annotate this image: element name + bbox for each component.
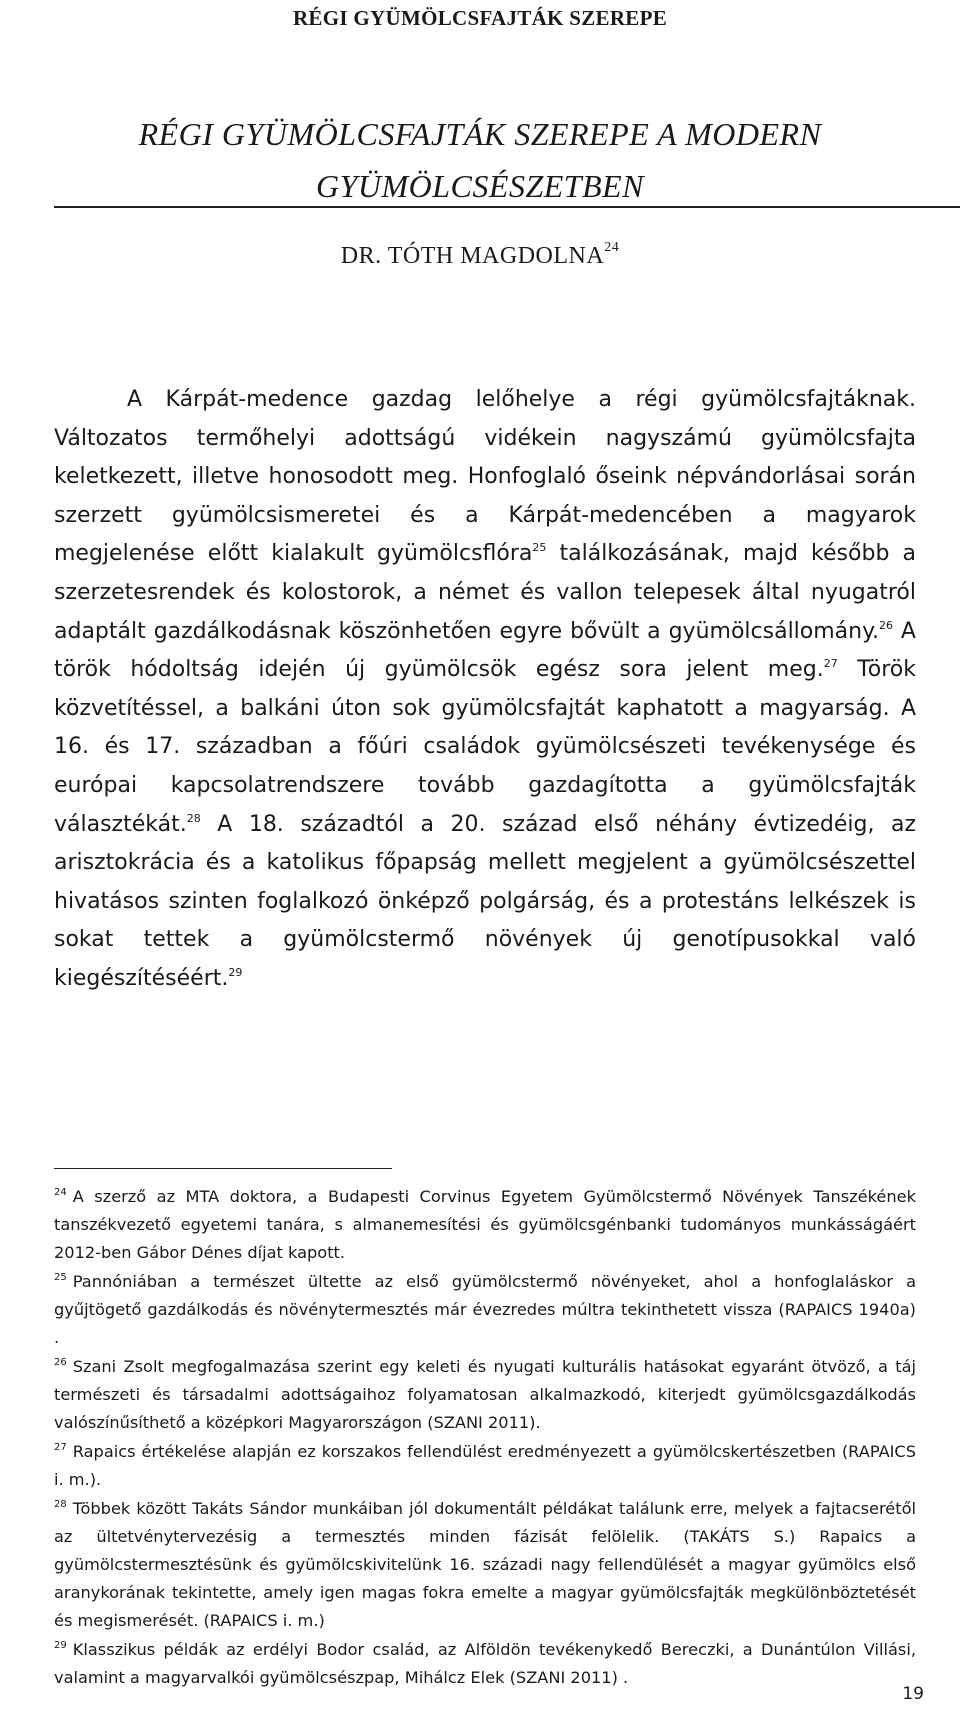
footnote-text: Rapaics értékelése alapján ez korszakos fellendülést eredményezett a gyümölcskertészetben (RAPAICS i. m.). [54,1442,916,1489]
footnote-24 [54,1183,916,1267]
body-text-segment-2: találkozásának, majd később a szerzetesrendek és kolostorok, a német és vallon telepesek által nyugatról adaptált gazdálkodásnak köszönhetően egyre bővült a gyümölcsállomány. [54,541,916,644]
article-title-line-2: GYÜMÖLCSÉSZETBEN [315,168,645,204]
article-title-line-1: RÉGI GYÜMÖLCSFAJTÁK SZEREPE A MODERN [138,116,822,152]
footnote-number: 26 [54,1357,67,1368]
footnote-number: 27 [54,1442,67,1453]
footnote-number: 29 [54,1640,67,1651]
body-text-segment-4: Török közvetítéssel, a balkáni úton sok gyümölcsfajtát kaphatott a magyarság. A 16. és 17. században a főúri családok gyümölcsészeti tevékenysége és európai kapcsolatrendszere tovább gazdagította a gyümölcsfajták választékát. [54,657,917,837]
body-text-segment-1: A Kárpát-medence gazdag lelőhelye a régi gyümölcsfajtáknak. Változatos termőhelyi adottságú vidékein nagyszámú gyümölcsfajta keletkezett, illetve honosodott meg. Honfoglaló őseink népvándorlásai során szerzett gyümölcsismeretei és a Kárpát-medencében a magyarok megjelenése előtt kialakult gyümölcsflóra [54,387,916,567]
footnote-ref-28[interactable]: 28 [186,811,201,825]
footnote-text: Szani Zsolt megfogalmazása szerint egy keleti és nyugati kulturális hatásokat egyaránt ötvöző, a táj természeti és társadalmi adottságaihoz folyamatosan alkalmazkodó, kiterjedt gyümölcsgazdálkodás valószínűsíthető a középkori Magyarországon (SZANI 2011). [54,1357,916,1432]
footnote-ref-25[interactable]: 25 [532,541,547,555]
author-line [0,240,960,270]
body-paragraph [54,381,916,999]
footnote-29 [54,1636,916,1692]
body-text-segment-5: A 18. századtól a 20. század első néhány évtizedéig, az arisztokrácia és a katolikus főpapság mellett megjelent a gyümölcsészettel hivatásos szinten foglalkozó önképző polgárság, és a protestáns lelkészek is sokat tettek a gyümölcstermő növények új genotípusokkal való kiegészítéséért. [54,811,916,991]
body-text-segment-3: A török hódoltság idején új gyümölcsök egész sora jelent meg. [54,618,916,683]
footnote-text: Pannóniában a természet ültette az első gyümölcstermő növényeket, ahol a honfoglaláskor a gyűjtögető gazdálkodás és növénytermesztés már évezredes múltra tekinthetett vissza (RAPAICS 1940a) . [54,1272,916,1347]
footnotes-section [54,1183,916,1693]
footnote-separator [54,1168,392,1169]
footnote-number: 24 [54,1187,67,1198]
footnote-26 [54,1353,916,1437]
title-divider [54,206,960,208]
running-header: RÉGI GYÜMÖLCSFAJTÁK SZEREPE [292,6,668,30]
article-title [0,108,960,212]
footnote-ref-27[interactable]: 27 [823,657,838,671]
author-name: DR. TÓTH MAGDOLNA [340,243,605,269]
footnote-ref-26[interactable]: 26 [878,618,893,632]
footnote-number: 28 [54,1499,67,1510]
author-footnote-ref: 24 [604,240,620,255]
footnote-28 [54,1495,916,1635]
footnote-text: Többek között Takáts Sándor munkáiban jól dokumentált példákat találunk erre, melyek a fajtacserétől az ültetvénytervezésig a termesztés minden fázisát felölelik. (TAKÁTS S.) Rapaics a gyümölcstermesztésünk és gyümölcskivitelünk 16. századi nagy fellendülését a magyar gyümölcs első aranykorának tekintette, amely igen magas fokra emelte a magyar gyümölcsfajták megkülönböztetését és megismerését. (RAPAICS i. m.) [54,1499,916,1630]
footnote-ref-29[interactable]: 29 [228,965,243,979]
footnote-text: A szerző az MTA doktora, a Budapesti Corvinus Egyetem Gyümölcstermő Növények Tanszékének tanszékvezető egyetemi tanára, s almanemesítési és gyümölcsgénbanki tudományos munkásságáért 2012-ben Gábor Dénes díjat kapott. [54,1187,916,1262]
footnote-27 [54,1438,916,1494]
footnote-25 [54,1268,916,1352]
page-number: 19 [902,1684,924,1704]
footnote-text: Klasszikus példák az erdélyi Bodor család, az Alföldön tevékenykedő Bereczki, a Dunántúlon Villási, valamint a magyarvalkói gyümölcsészpap, Mihálcz Elek (SZANI 2011) . [54,1640,916,1687]
footnote-number: 25 [54,1272,67,1283]
